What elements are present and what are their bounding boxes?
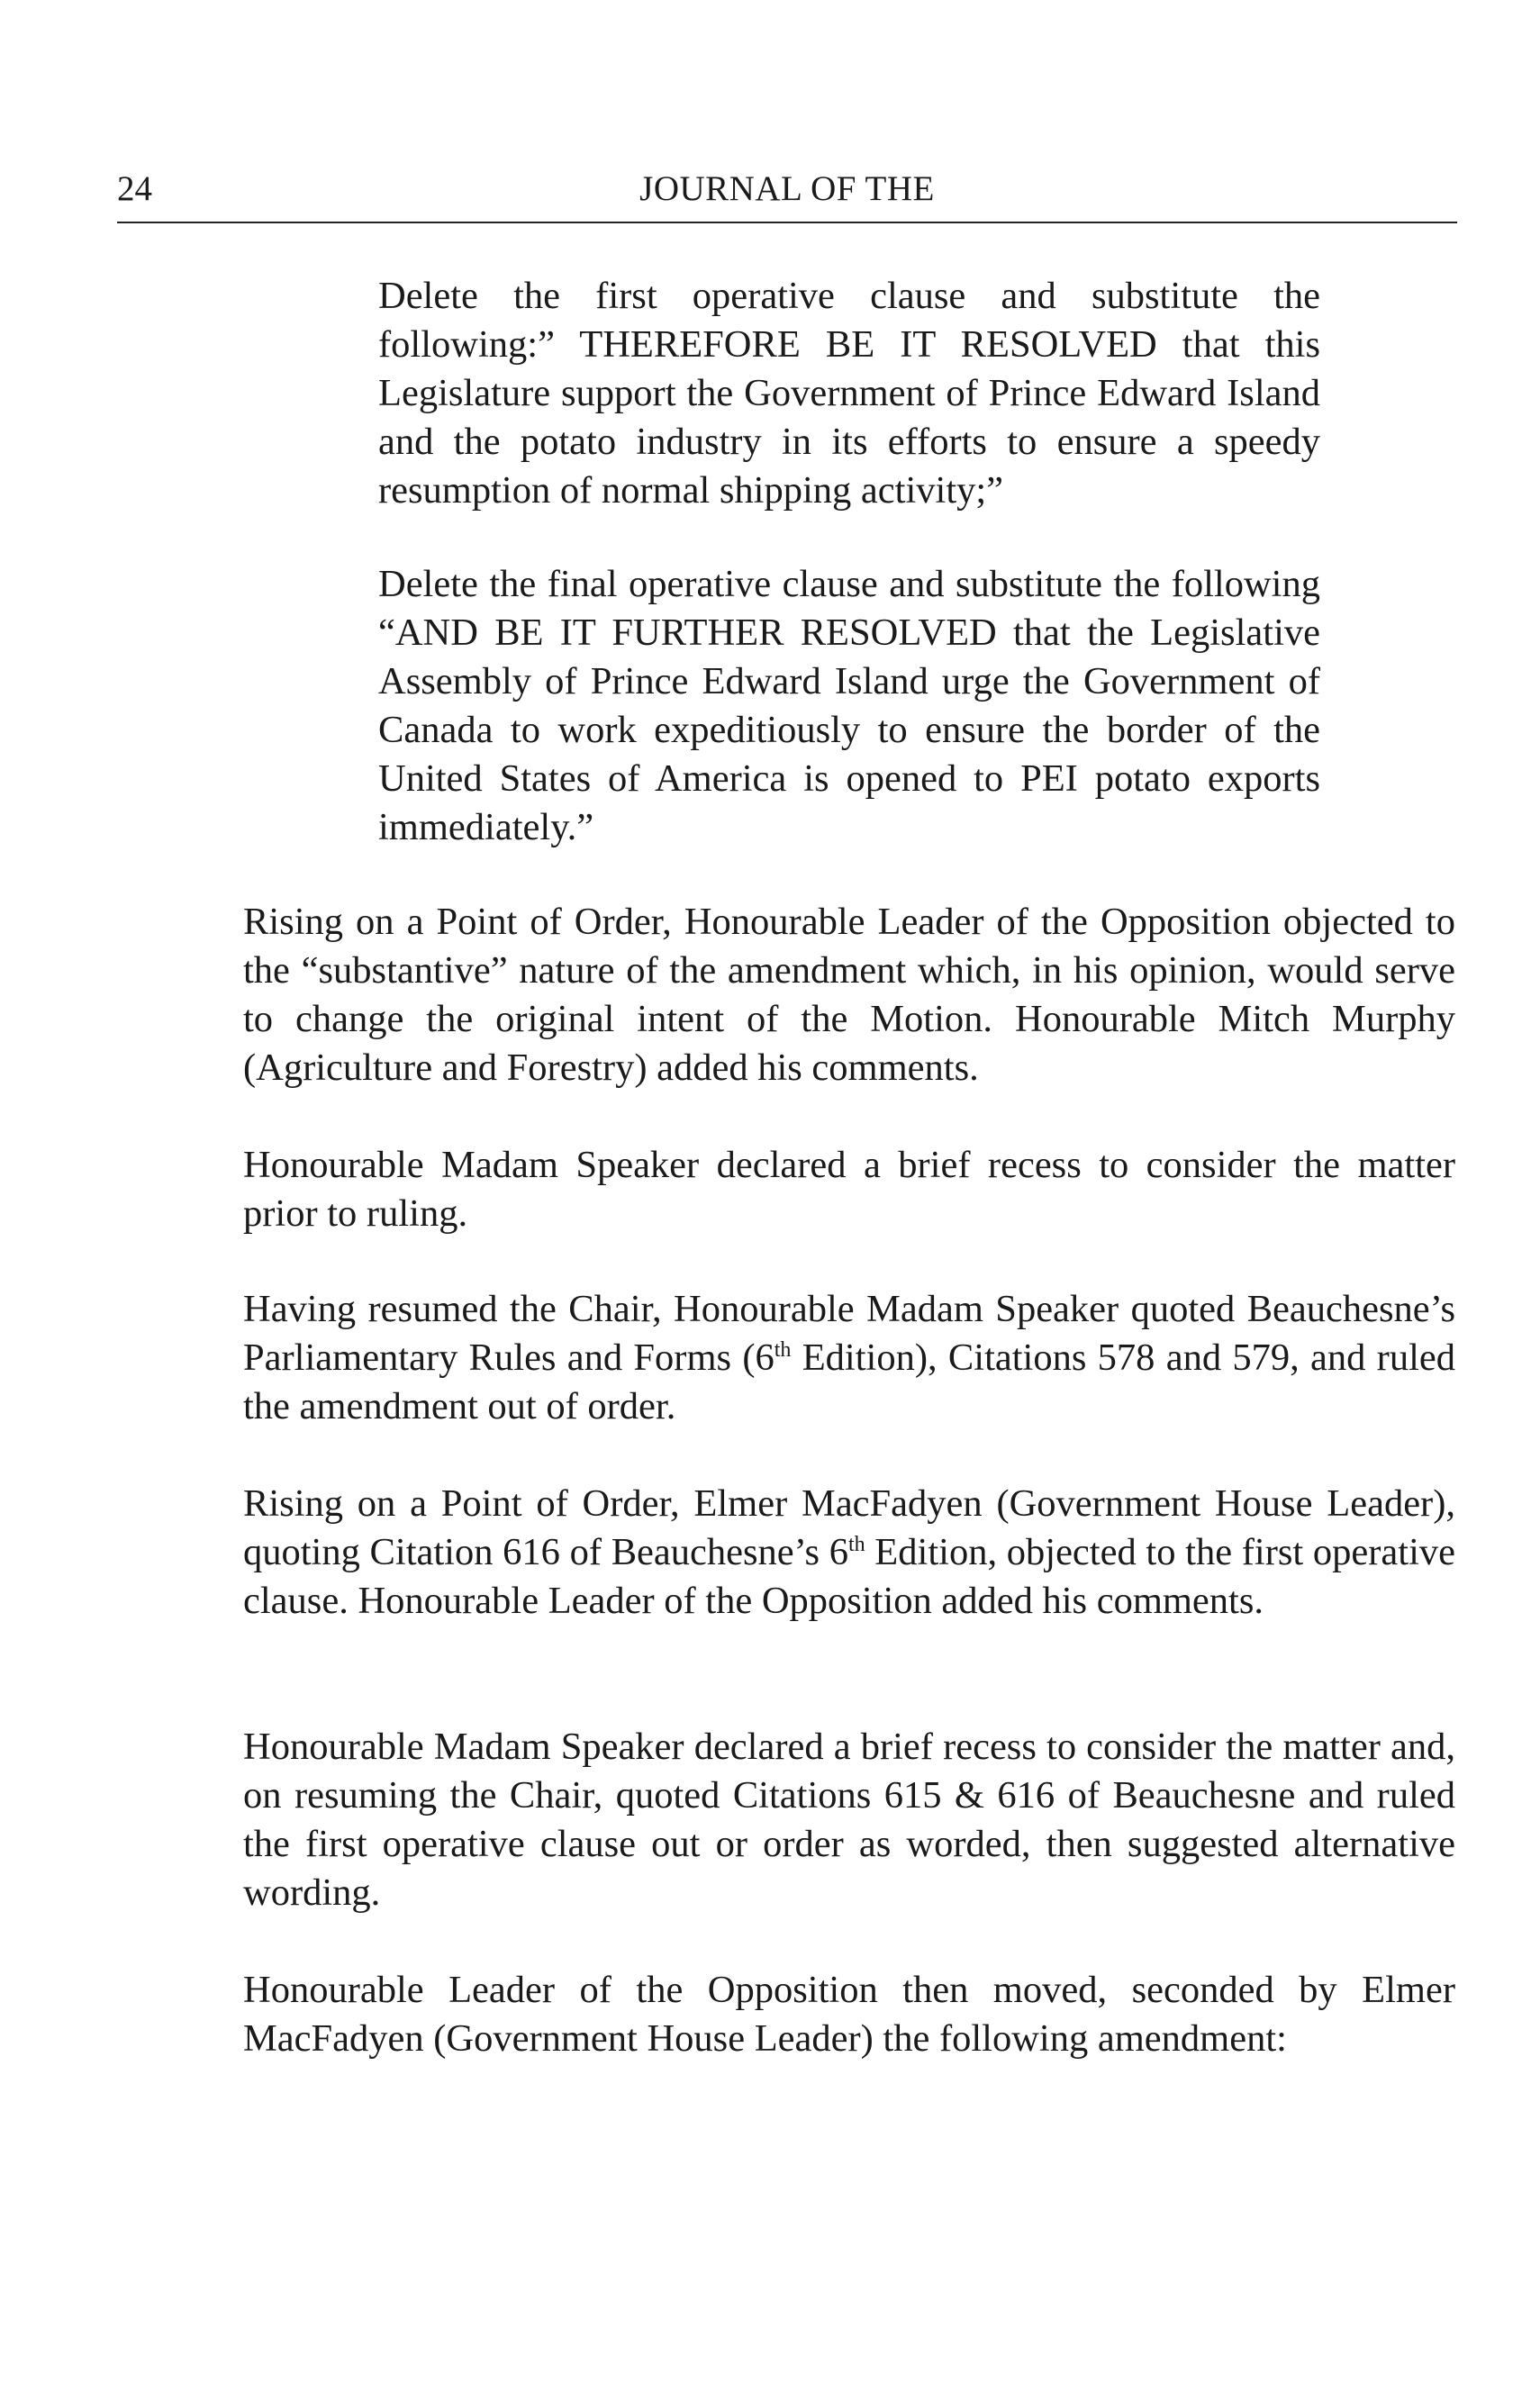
ordinal-superscript: th (774, 1337, 792, 1362)
paragraph-amendment-moved: Honourable Leader of the Opposition then moved, seconded by Elmer MacFadyen (Government House Leader) the following amendment: (243, 1969, 1455, 2060)
paragraph-second-point-of-order (243, 1480, 1455, 1626)
quoted-clause-first: Delete the first operative clause and substitute the following:” THEREFORE BE IT RESOLVED that this Legislature support the Government of Prince Edward Island and the potato industry in its efforts to ensure a speedy resumption of normal shipping activity;” (378, 275, 1320, 512)
ruling-text-before: Having resumed the Chair, Honourable Madam Speaker quoted Beauchesne’s Parliamentary Rules and Forms (6 (243, 1288, 1455, 1379)
objection-text-before: Rising on a Point of Order, Elmer MacFadyen (Government House Leader), quoting Citation 616 of Beauchesne’s 6 (243, 1482, 1455, 1573)
quoted-clause-final: Delete the final operative clause and substitute the following “AND BE IT FURTHER RESOLVED that the Legislative Assembly of Prince Edward Island urge the Government of Canada to work expeditiously to ensure the border of the United States of America is opened to PEI potato exports immediately.” (378, 563, 1320, 848)
paragraph-second-recess: Honourable Madam Speaker declared a brief recess to consider the matter and, on resuming the Chair, quoted Citations 615 & 616 of Beauchesne and ruled the first operative clause out or order as worded, then suggested alternative wording. (243, 1726, 1455, 1914)
page-number: 24 (117, 169, 152, 208)
objection-text-after: Edition, objected to the first operative clause. Honourable Leader of the Opposition added his comments. (243, 1531, 1456, 1622)
paragraph-recess: Honourable Madam Speaker declared a brief recess to consider the matter prior to ruling. (243, 1144, 1455, 1235)
ordinal-superscript: th (847, 1532, 865, 1556)
paragraph-point-of-order: Rising on a Point of Order, Honourable Leader of the Opposition objected to the “substantive” nature of the amendment which, in his opinion, would serve to change the original intent of the Motion. Honourable Mitch Murphy (Agriculture and Forestry) added his comments. (243, 901, 1455, 1089)
running-head: JOURNAL OF THE (639, 169, 935, 208)
paragraph-ruling (243, 1285, 1455, 1431)
page-header (117, 169, 1457, 223)
ruling-text-after: Edition), Citations 578 and 579, and ruled the amendment out of order. (243, 1336, 1456, 1427)
